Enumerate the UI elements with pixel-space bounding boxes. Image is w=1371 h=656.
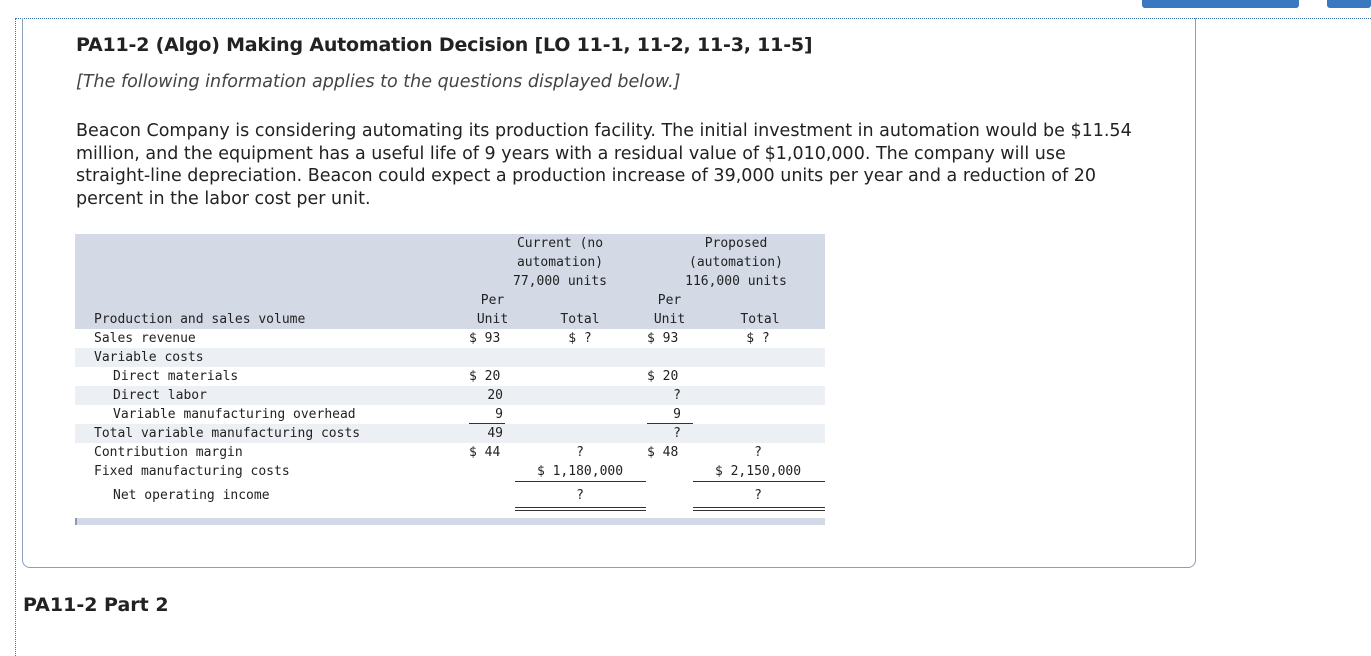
row-label-contribution-margin: Contribution margin bbox=[94, 445, 243, 460]
proposed-total-sales-revenue: $ ? bbox=[746, 331, 770, 346]
top-nav-button-secondary[interactable] bbox=[1327, 0, 1371, 8]
row-label-direct-materials: Direct materials bbox=[113, 369, 239, 384]
proposed-total-label: Total bbox=[740, 312, 780, 327]
proposed-total-fixed-costs: $ 2,150,000 bbox=[714, 464, 802, 479]
top-nav-button[interactable] bbox=[1142, 0, 1299, 8]
current-total-sales-revenue: $ ? bbox=[568, 331, 592, 346]
cost-table bbox=[75, 234, 825, 526]
dotted-border-left bbox=[15, 18, 16, 656]
current-total-fixed-costs: $ 1,180,000 bbox=[536, 464, 624, 479]
current-unit-overhead: 9 bbox=[495, 407, 503, 422]
current-unit-total-variable: 49 bbox=[487, 426, 503, 441]
row-label-variable-overhead: Variable manufacturing overhead bbox=[113, 407, 356, 422]
proposed-unit-direct-labor: ? bbox=[673, 388, 681, 403]
current-total-subtotal-line bbox=[515, 481, 646, 482]
question-body: Beacon Company is considering automating its production facility. The initial investment in automation would be $11.54 million, and the equipment has a useful life of 9 years with a residual value of $1,010,000. The company will use straight-line depreciation. Beacon could expect a production increase of 39,000 units per year and a reduction of 20 percent in the labor cost per unit. bbox=[76, 121, 1132, 209]
row-label-total-variable-costs: Total variable manufacturing costs bbox=[94, 426, 361, 441]
row-label-variable-costs: Variable costs bbox=[94, 350, 204, 365]
current-total-contribution-margin: ? bbox=[576, 445, 584, 460]
proposed-unit-total-variable: ? bbox=[673, 426, 681, 441]
current-unit-sales-revenue: $ 93 bbox=[469, 331, 501, 346]
row-label-direct-labor: Direct labor bbox=[113, 388, 207, 403]
table-bottom-bar bbox=[75, 518, 825, 525]
row-label-sales-revenue: Sales revenue bbox=[94, 331, 196, 346]
row-label-fixed-costs: Fixed manufacturing costs bbox=[94, 464, 290, 479]
proposed-unit-subtotal-line bbox=[647, 423, 693, 424]
proposed-unit-label: Unit bbox=[653, 312, 686, 327]
current-header-line-3: 77,000 units bbox=[513, 274, 607, 289]
proposed-unit-direct-materials: $ 20 bbox=[647, 369, 679, 384]
proposed-per-label: Per bbox=[657, 293, 682, 308]
current-total-double-underline bbox=[515, 507, 646, 511]
current-unit-contribution-margin: $ 44 bbox=[469, 445, 501, 460]
proposed-unit-sales-revenue: $ 93 bbox=[647, 331, 679, 346]
proposed-unit-contribution-margin: $ 48 bbox=[647, 445, 679, 460]
row-label-net-operating-income: Net operating income bbox=[113, 488, 270, 503]
question-title: PA11-2 (Algo) Making Automation Decision [LO 11-1, 11-2, 11-3, 11-5] bbox=[76, 34, 813, 56]
proposed-total-double-underline bbox=[693, 507, 825, 511]
part-2-heading: PA11-2 Part 2 bbox=[23, 594, 169, 616]
proposed-total-net-income: ? bbox=[754, 488, 762, 503]
current-unit-label: Unit bbox=[476, 312, 509, 327]
proposed-total-contribution-margin: ? bbox=[754, 445, 762, 460]
proposed-unit-overhead: 9 bbox=[673, 407, 681, 422]
current-per-label: Per bbox=[480, 293, 505, 308]
current-total-net-income: ? bbox=[576, 488, 584, 503]
proposed-header-line-3: 116,000 units bbox=[685, 274, 787, 289]
question-subtitle: [The following information applies to the questions displayed below.] bbox=[76, 72, 681, 92]
proposed-header-line-1: Proposed bbox=[704, 236, 768, 251]
current-header-line-2: automation) bbox=[516, 255, 604, 270]
current-unit-direct-materials: $ 20 bbox=[469, 369, 501, 384]
row-label-production-volume: Production and sales volume bbox=[94, 312, 306, 327]
current-unit-direct-labor: 20 bbox=[487, 388, 503, 403]
proposed-total-subtotal-line bbox=[693, 481, 825, 482]
current-unit-subtotal-line bbox=[469, 423, 505, 424]
current-header-line-1: Current (no bbox=[516, 236, 604, 251]
current-total-label: Total bbox=[560, 312, 600, 327]
proposed-header-line-2: (automation) bbox=[689, 255, 783, 270]
